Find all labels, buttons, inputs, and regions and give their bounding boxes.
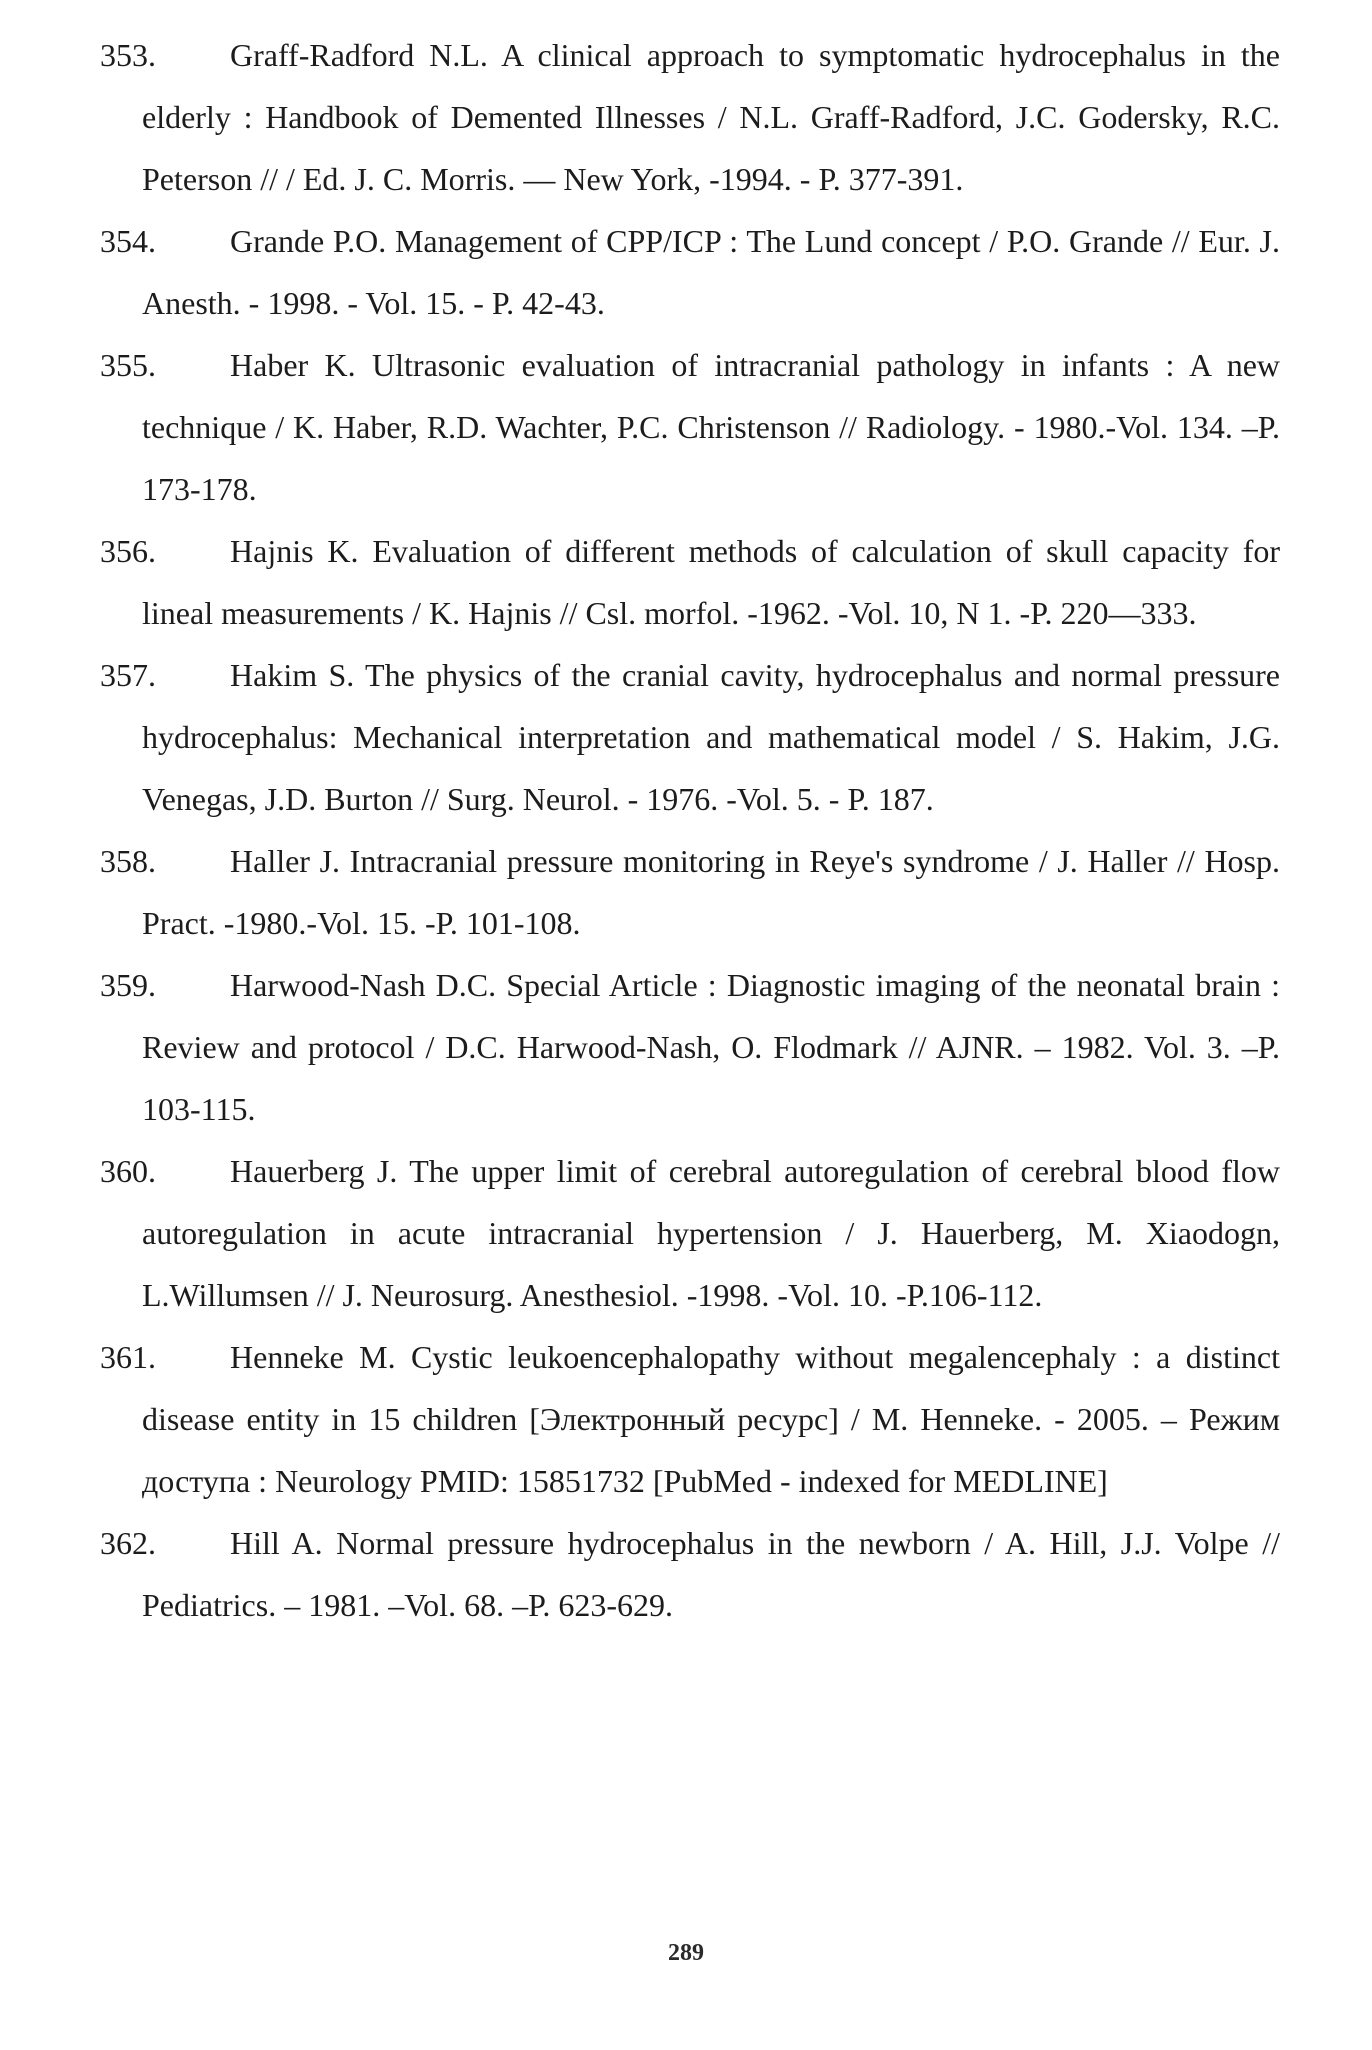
reference-item	[100, 644, 1280, 830]
reference-number: 355.	[100, 347, 156, 383]
reference-item	[100, 334, 1280, 520]
reference-number: 362.	[100, 1525, 156, 1561]
reference-number: 360.	[100, 1153, 156, 1189]
reference-number: 356.	[100, 533, 156, 569]
reference-text: Grande P.O. Management of CPP/ICP : The Lund concept / P.O. Grande // Eur. J. Anesth. - 1998. - Vol. 15. - P. 42-43.	[142, 223, 1280, 321]
reference-item	[100, 954, 1280, 1140]
reference-text: Haber K. Ultrasonic evaluation of intracranial pathology in infants : A new technique / K. Haber, R.D. Wachter, P.C. Christenson // Radiology. - 1980.-Vol. 134. –P. 173-178.	[142, 347, 1280, 507]
reference-text: Haller J. Intracranial pressure monitoring in Reye's syndrome / J. Haller // Hosp. Pract. -1980.-Vol. 15. -P. 101-108.	[142, 843, 1280, 941]
reference-text: Hakim S. The physics of the cranial cavity, hydrocephalus and normal pressure hydrocephalus: Mechanical interpretation and mathematical model / S. Hakim, J.G. Venegas, J.D. Burton // Surg. Neurol. - 1976. -Vol. 5. - P. 187.	[142, 657, 1280, 817]
reference-text: Graff-Radford N.L. A clinical approach to symptomatic hydrocephalus in the elderly : Handbook of Demented Illnesses / N.L. Graff-Radford, J.C. Godersky, R.C. Peterson // / Ed. J. C. Morris. — New York, -1994. - P. 377-391.	[142, 37, 1280, 197]
reference-item	[100, 1326, 1280, 1512]
reference-list	[100, 24, 1280, 1636]
reference-item	[100, 520, 1280, 644]
reference-item	[100, 1512, 1280, 1636]
reference-number: 354.	[100, 223, 156, 259]
reference-text: Hill A. Normal pressure hydrocephalus in the newborn / A. Hill, J.J. Volpe // Pediatrics. – 1981. –Vol. 68. –P. 623-629.	[142, 1525, 1280, 1623]
reference-number: 361.	[100, 1339, 156, 1375]
reference-text: Hajnis K. Evaluation of different methods of calculation of skull capacity for lineal measurements / K. Hajnis // Csl. morfol. -1962. -Vol. 10, N 1. -P. 220—333.	[142, 533, 1280, 631]
reference-item	[100, 24, 1280, 210]
reference-number: 358.	[100, 843, 156, 879]
reference-text: Henneke M. Cystic leukoencephalopathy without megalencephaly : a distinct disease entity in 15 children [Электронный ресурс] / M. Henneke. - 2005. – Режим доступа : Neurology PMID: 15851732 [PubMed - indexed for MEDLINE]	[142, 1339, 1280, 1499]
reference-number: 357.	[100, 657, 156, 693]
reference-text: Harwood-Nash D.C. Special Article : Diagnostic imaging of the neonatal brain : Review and protocol / D.C. Harwood-Nash, O. Flodmark // AJNR. – 1982. Vol. 3. –P. 103-115.	[142, 967, 1280, 1127]
reference-item	[100, 830, 1280, 954]
reference-item	[100, 210, 1280, 334]
page-number: 289	[668, 1940, 704, 1966]
reference-number: 359.	[100, 967, 156, 1003]
reference-text: Hauerberg J. The upper limit of cerebral autoregulation of cerebral blood flow autoregulation in acute intracranial hypertension / J. Hauerberg, M. Xiaodogn, L.Willumsen // J. Neurosurg. Anesthesiol. -1998. -Vol. 10. -P.106-112.	[142, 1153, 1280, 1313]
reference-item	[100, 1140, 1280, 1326]
reference-number: 353.	[100, 37, 156, 73]
